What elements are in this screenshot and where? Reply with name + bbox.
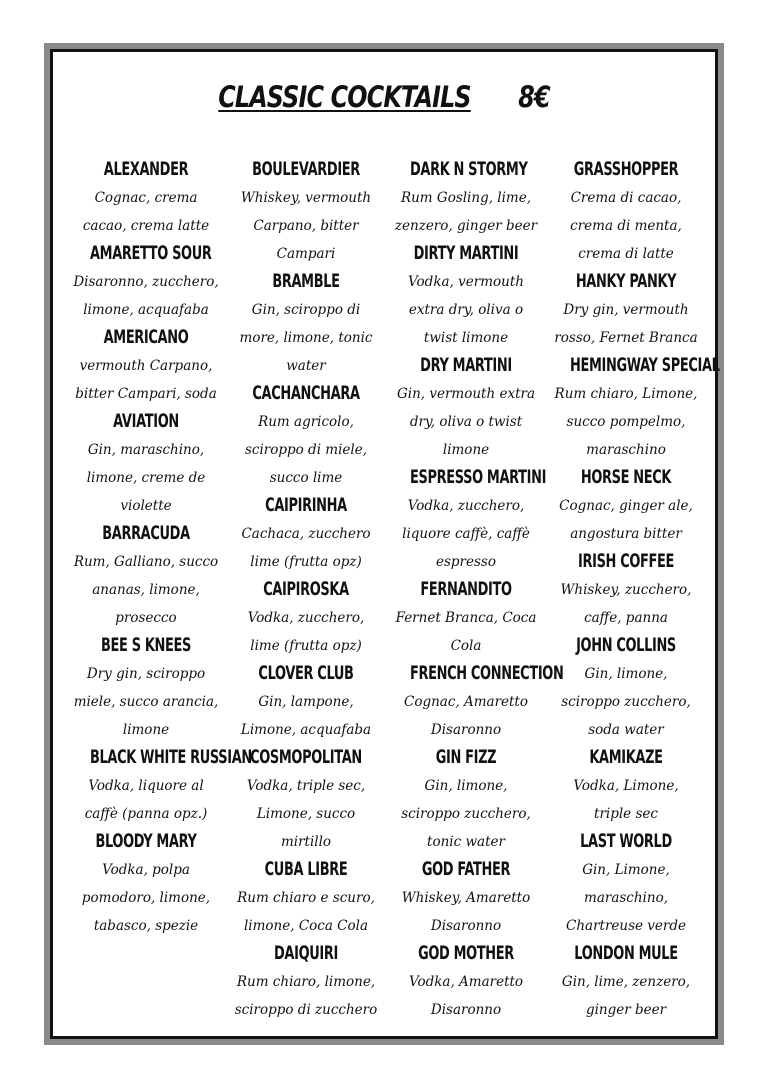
cocktail-entry — [66, 240, 226, 324]
cocktail-ingredients: Disaronno — [430, 1002, 502, 1018]
cocktail-name: FERNANDITO — [420, 579, 512, 600]
cocktail-ingredients: Vodka, zucchero, — [407, 498, 525, 514]
cocktail-ingredients: tonic water — [427, 834, 505, 850]
cocktail-ingredients: Rum Gosling, lime, — [400, 190, 532, 206]
cocktail-name: FRENCH CONNECTION — [410, 663, 564, 684]
cocktail-ingredients: angostura bitter — [570, 526, 682, 542]
cocktail-entry — [226, 380, 386, 492]
cocktail-ingredients: maraschino, — [584, 890, 668, 906]
cocktail-ingredients: Rum agricolo, — [258, 414, 354, 430]
cocktail-ingredients: soda water — [588, 722, 664, 738]
cocktail-ingredients: crema di latte — [578, 246, 674, 262]
cocktail-ingredients: limone, acquafaba — [83, 302, 209, 318]
cocktail-name: BRAMBLE — [272, 271, 340, 292]
cocktail-ingredients: caffe, panna — [584, 610, 668, 626]
cocktail-ingredients: triple sec — [594, 806, 658, 822]
cocktail-ingredients: Cognac, Amaretto — [403, 694, 528, 710]
menu-column — [386, 156, 564, 1024]
cocktail-ingredients: succo lime — [269, 470, 343, 486]
cocktail-ingredients: crema di menta, — [570, 218, 682, 234]
cocktail-ingredients: miele, succo arancia, — [73, 694, 219, 710]
cocktail-ingredients: sciroppo di zucchero — [234, 1002, 378, 1018]
cocktail-name: CLOVER CLUB — [258, 663, 354, 684]
cocktail-name: GOD MOTHER — [418, 943, 514, 964]
cocktail-name: GRASSHOPPER — [573, 159, 679, 180]
cocktail-entry — [386, 940, 546, 1024]
cocktail-ingredients: limone, Coca Cola — [243, 918, 368, 934]
cocktail-entry — [386, 464, 546, 576]
menu-column — [226, 156, 386, 1024]
cocktail-entry — [226, 268, 386, 380]
cocktail-ingredients: bitter Campari, soda — [75, 386, 217, 402]
cocktail-ingredients: Gin, lampone, — [258, 694, 354, 710]
cocktail-entry — [386, 744, 546, 856]
cocktail-name: CAIPIROSKA — [263, 579, 349, 600]
cocktail-ingredients: sciroppo zucchero, — [561, 694, 691, 710]
cocktail-name: DRY MARTINI — [420, 355, 512, 376]
cocktail-ingredients: lime (frutta opz) — [250, 638, 362, 654]
cocktail-ingredients: violette — [120, 498, 172, 514]
cocktail-entry — [226, 156, 386, 268]
cocktail-ingredients: Gin, limone, — [584, 666, 668, 682]
cocktail-ingredients: twist limone — [423, 330, 509, 346]
cocktail-entry — [66, 408, 226, 520]
cocktail-ingredients: caffè (panna opz.) — [84, 806, 208, 822]
cocktail-ingredients: Fernet Branca, Coca — [395, 610, 537, 626]
cocktail-entry — [226, 576, 386, 660]
cocktail-entry — [546, 632, 706, 744]
cocktail-ingredients: Whiskey, vermouth — [240, 190, 372, 206]
cocktail-entry — [546, 940, 706, 1024]
cocktail-ingredients: ananas, limone, — [92, 582, 200, 598]
cocktail-name: BARRACUDA — [102, 523, 190, 544]
cocktail-ingredients: Vodka, polpa — [102, 862, 190, 878]
cocktail-ingredients: lime (frutta opz) — [250, 554, 362, 570]
cocktail-entry — [386, 352, 546, 464]
cocktail-ingredients: water — [286, 358, 326, 374]
cocktail-name: BLACK WHITE RUSSIAN — [90, 747, 252, 768]
cocktail-ingredients: Vodka, liquore al — [88, 778, 204, 794]
cocktail-ingredients: tabasco, spezie — [93, 918, 199, 934]
cocktail-entry — [386, 576, 546, 660]
cocktail-ingredients: Cola — [450, 638, 482, 654]
cocktail-ingredients: Cachaca, zucchero — [241, 526, 371, 542]
cocktail-ingredients: Limone, acquafaba — [240, 722, 372, 738]
cocktail-ingredients: Whiskey, zucchero, — [560, 582, 692, 598]
cocktail-ingredients: rosso, Fernet Branca — [554, 330, 698, 346]
cocktail-entry — [226, 492, 386, 576]
cocktail-ingredients: ginger beer — [585, 1002, 667, 1018]
cocktail-columns — [66, 156, 720, 1024]
cocktail-ingredients: Gin, limone, — [424, 778, 508, 794]
cocktail-name: ALEXANDER — [103, 159, 189, 180]
menu-page — [50, 49, 718, 1039]
cocktail-entry — [546, 744, 706, 828]
cocktail-ingredients: Disaronno — [430, 722, 502, 738]
cocktail-ingredients: Disaronno — [430, 918, 502, 934]
cocktail-name: CACHANCHARA — [252, 383, 360, 404]
cocktail-entry — [66, 156, 226, 240]
cocktail-ingredients: espresso — [436, 554, 496, 570]
cocktail-entry — [66, 632, 226, 744]
cocktail-ingredients: succo pompelmo, — [566, 414, 686, 430]
cocktail-ingredients: sciroppo zucchero, — [401, 806, 531, 822]
cocktail-name: COSMOPOLITAN — [250, 747, 362, 768]
cocktail-ingredients: Limone, succo — [256, 806, 356, 822]
cocktail-ingredients: Vodka, zucchero, — [247, 610, 365, 626]
cocktail-ingredients: limone — [442, 442, 490, 458]
cocktail-ingredients: dry, oliva o twist — [409, 414, 523, 430]
menu-title: CLASSIC COCKTAILS — [218, 80, 471, 114]
cocktail-ingredients: prosecco — [115, 610, 177, 626]
cocktail-entry — [66, 744, 252, 828]
cocktail-ingredients: more, limone, tonic — [239, 330, 373, 346]
cocktail-ingredients: Rum chiaro e scuro, — [237, 890, 375, 906]
cocktail-entry — [226, 660, 386, 744]
cocktail-entry — [546, 352, 720, 464]
cocktail-entry — [66, 828, 226, 940]
cocktail-entry — [66, 520, 226, 632]
cocktail-ingredients: sciroppo di miele, — [244, 442, 368, 458]
cocktail-name: HORSE NECK — [580, 467, 672, 488]
cocktail-name: LONDON MULE — [574, 943, 678, 964]
menu-column — [546, 156, 720, 1024]
cocktail-ingredients: Crema di cacao, — [570, 190, 682, 206]
cocktail-entry — [226, 856, 386, 940]
cocktail-name: GIN FIZZ — [435, 747, 497, 768]
menu-column — [66, 156, 252, 1024]
menu-header — [113, 80, 656, 114]
cocktail-name: IRISH COFFEE — [578, 551, 674, 572]
cocktail-ingredients: Campari — [276, 246, 336, 262]
cocktail-ingredients: Disaronno, zucchero, — [73, 274, 219, 290]
cocktail-ingredients: Carpano, bitter — [253, 218, 359, 234]
cocktail-ingredients: Vodka, Limone, — [573, 778, 679, 794]
cocktail-entry — [226, 940, 386, 1024]
cocktail-ingredients: mirtillo — [280, 834, 332, 850]
cocktail-name: AMARETTO SOUR — [90, 243, 212, 264]
cocktail-ingredients: Cognac, crema — [94, 190, 198, 206]
cocktail-name: BLOODY MARY — [95, 831, 197, 852]
cocktail-name: ESPRESSO MARTINI — [410, 467, 547, 488]
cocktail-ingredients: limone — [122, 722, 170, 738]
cocktail-ingredients: Gin, lime, zenzero, — [561, 974, 691, 990]
cocktail-name: JOHN COLLINS — [576, 635, 676, 656]
cocktail-entry — [226, 744, 386, 856]
cocktail-ingredients: Rum chiaro, Limone, — [554, 386, 698, 402]
cocktail-entry — [386, 240, 546, 352]
cocktail-name: HEMINGWAY SPECIAL — [570, 355, 720, 376]
cocktail-entry — [546, 464, 706, 548]
cocktail-ingredients: vermouth Carpano, — [79, 358, 213, 374]
cocktail-ingredients: Gin, sciroppo di — [251, 302, 361, 318]
cocktail-entry — [66, 324, 226, 408]
cocktail-name: DIRTY MARTINI — [413, 243, 519, 264]
cocktail-ingredients: Vodka, Amaretto — [408, 974, 524, 990]
cocktail-ingredients: zenzero, ginger beer — [394, 218, 538, 234]
cocktail-ingredients: Vodka, vermouth — [408, 274, 524, 290]
cocktail-ingredients: Vodka, triple sec, — [246, 778, 366, 794]
cocktail-ingredients: liquore caffè, caffè — [402, 526, 530, 542]
cocktail-name: AVIATION — [113, 411, 179, 432]
cocktail-ingredients: Chartreuse verde — [566, 918, 686, 934]
cocktail-name: KAMIKAZE — [589, 747, 663, 768]
cocktail-ingredients: Gin, Limone, — [582, 862, 670, 878]
cocktail-ingredients: Dry gin, vermouth — [563, 302, 689, 318]
cocktail-ingredients: Whiskey, Amaretto — [401, 890, 531, 906]
cocktail-name: DARK N STORMY — [410, 159, 528, 180]
cocktail-ingredients: Rum, Galliano, succo — [73, 554, 219, 570]
cocktail-ingredients: Gin, maraschino, — [87, 442, 205, 458]
cocktail-name: HANKY PANKY — [575, 271, 677, 292]
cocktail-name: DAIQUIRI — [274, 943, 338, 964]
cocktail-ingredients: Gin, vermouth extra — [396, 386, 535, 402]
cocktail-name: LAST WORLD — [580, 831, 672, 852]
menu-frame — [44, 43, 724, 1045]
cocktail-name: CUBA LIBRE — [264, 859, 348, 880]
cocktail-entry — [386, 156, 546, 240]
cocktail-entry — [546, 548, 706, 632]
cocktail-name: BEE S KNEES — [101, 635, 191, 656]
cocktail-ingredients: limone, creme de — [86, 470, 206, 486]
cocktail-ingredients: extra dry, oliva o — [408, 302, 524, 318]
cocktail-ingredients: pomodoro, limone, — [81, 890, 211, 906]
cocktail-name: GOD FATHER — [421, 859, 511, 880]
cocktail-entry — [386, 856, 546, 940]
cocktail-ingredients: maraschino — [586, 442, 666, 458]
menu-price: 8€ — [518, 80, 550, 114]
cocktail-name: AMERICANO — [103, 327, 189, 348]
cocktail-ingredients: Rum chiaro, limone, — [236, 974, 376, 990]
cocktail-ingredients: cacao, crema latte — [82, 218, 210, 234]
cocktail-entry — [546, 268, 706, 352]
cocktail-name: BOULEVARDIER — [252, 159, 360, 180]
cocktail-entry — [386, 660, 564, 744]
cocktail-entry — [546, 828, 706, 940]
cocktail-entry — [546, 156, 706, 268]
cocktail-name: CAIPIRINHA — [265, 495, 347, 516]
cocktail-ingredients: Dry gin, sciroppo — [86, 666, 206, 682]
cocktail-ingredients: Cognac, ginger ale, — [559, 498, 693, 514]
